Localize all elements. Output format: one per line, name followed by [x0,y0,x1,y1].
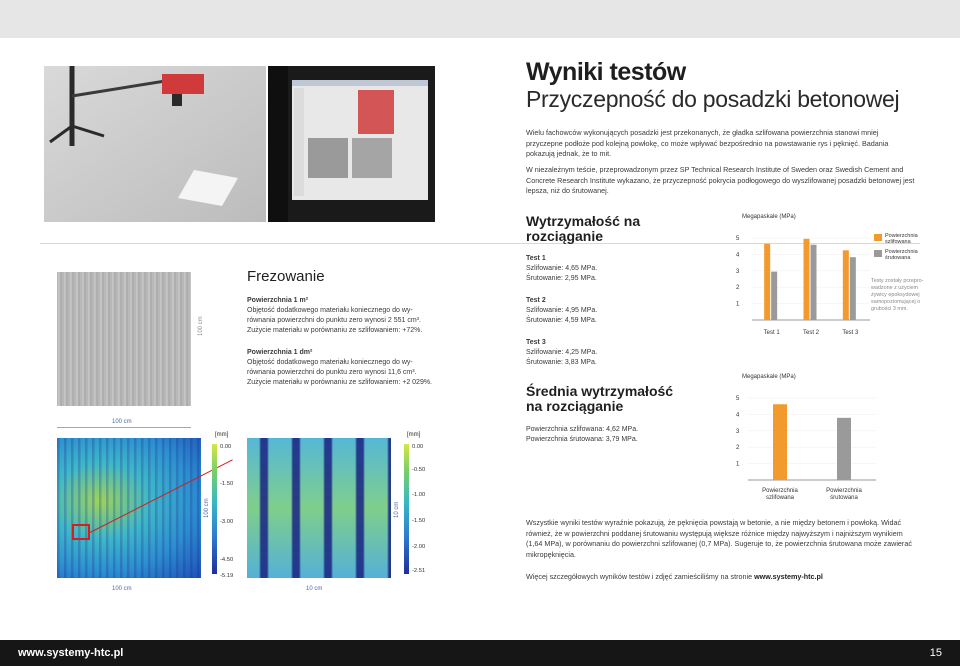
heightmap-1-horizontal-label: 100 cm [112,586,132,592]
milling-block-1 [247,296,487,336]
test-1-blasted: Śrutowanie: 2,95 MPa. [526,275,597,282]
milling-block-1-line-2: równania powierzchni do punktu zero wynosi 2 551 cm³. [247,317,421,324]
more-info-line [526,572,926,583]
scale-1-ticks [220,440,250,580]
chart-1-bar [850,257,856,320]
tensile-heading-line-1: Wytrzymałość na [526,213,641,229]
milling-block-2 [247,348,487,388]
tensile-strength-chart [724,208,924,342]
more-info-link[interactable]: www.systemy-htc.pl [754,572,823,581]
scanner-illustration [44,66,266,222]
chart-note: Testy zostały przepro-wadzone z użyciem żywicy epoksydowej samopoziomującej o grubości 3 mm. [871,278,924,312]
intro-paragraph-1: Wielu fachowców wykonujących posadzki jest przekonanych, że gładka szlifowana powierzchnia stanowi mniej przyczepne podłoże pod kolejną powłokę, co może wpływać bezpośrednio na powstawanie rys i pęknięć. Badania pokazują jednak, że to mit. [526,128,889,158]
more-info-text: Więcej szczegółowych wyników testów i zdjęć zamieściliśmy na stronie [526,572,755,581]
chart-1-bar [771,272,777,320]
scale-2-tick-4: -2.00 [412,544,426,550]
computer-screen-photo [268,66,435,222]
scale-1-tick-0: 0.00 [220,444,232,450]
scale-1-tick-2: -3.00 [220,519,234,525]
concrete-surface-image [57,272,191,406]
summary-paragraph: Wszystkie wyniki testów wyraźnie pokazują, że pęknięcia powstają w betonie, a nie między betonem i powłoką. Widać również, że w powierzchni poddanej śrutowaniu występują większe różnice między najwyższym i najniższym wynikiem (1,64 MPa), w porównaniu do powierzchni szlifowanej (0,7 MPa). Sugeruje to, że powierzchnia śrutowana może zawierać mikropęknięcia. [526,518,912,559]
chart-2-y-tick: 1 [736,461,740,468]
chart-1-y-tick: 1 [736,301,740,308]
tensile-heading [526,214,640,244]
chart-1-x-tick: Test 3 [842,330,859,336]
heightmap-1m2 [57,438,201,578]
heightmap-1-vertical-label: 100 cm [204,498,210,518]
page-number: 15 [929,647,942,659]
scale-1-tick-1: -1.50 [220,481,234,487]
chart-1-bar [764,244,770,320]
chart-1-x-tick: Test 2 [802,330,820,336]
chart-2-x-tick: śrutowana [830,495,858,501]
test-2-blasted: Śrutowanie: 4,59 MPa. [526,317,597,324]
test-2-title: Test 2 [526,297,546,304]
chart-1-y-tick: 4 [736,252,740,259]
test-3-blasted: Śrutowanie: 3,83 MPa. [526,359,597,366]
heightmap-2-horizontal-label: 10 cm [306,586,323,592]
scale-2-tick-0: 0.00 [412,444,424,450]
scale-2-ticks [412,440,442,580]
average-strength-chart [724,368,894,508]
heightmap-zoom-marker [72,524,90,540]
heightmap-1dm2 [247,438,391,578]
footer-bar [0,640,960,666]
average-heading-line-1: Średnia wytrzymałość [526,383,674,399]
chart-2-y-tick: 5 [736,396,740,402]
chart-1-legend-swatch [874,234,882,241]
page-subtitle: Przyczepność do posadzki betonowej [526,86,900,112]
milling-block-1-title: Powierzchnia 1 m² [247,297,309,304]
average-heading [526,384,673,414]
chart-1-legend-swatch [874,250,882,257]
laser-scanner-photo [44,66,266,222]
top-band [0,0,960,38]
milling-heading: Frezowanie [247,268,325,285]
chart-1-legend-label: szlifowana [885,239,911,245]
chart-1-bar [843,250,849,320]
scale-bar-1 [212,444,217,574]
chart-2-x-tick: Powierzchnia [762,488,798,494]
average-heading-line-2: na rozciąganie [526,398,624,414]
dimension-label-100cm-vertical: 100 cm [198,316,204,336]
milling-block-2-line-1: Objętość dodatkowego materiału koniecznego do wy- [247,359,413,366]
test-2-block [526,296,597,326]
chart-2-y-tick: 4 [736,412,740,419]
test-3-block [526,338,597,368]
dimension-line-top [57,427,191,428]
scale-1-unit: [mm] [215,432,229,438]
test-3-ground: Szlifowanie: 4,25 MPa. [526,349,598,356]
chart-2-x-tick: szlifowana [765,495,795,501]
scale-2-unit: [mm] [407,432,421,438]
chart-1-y-tick: 3 [736,268,740,275]
tensile-heading-line-2: rozciąganie [526,228,604,244]
chart-1-y-tick: 2 [736,285,740,292]
chart-1-y-tick: 5 [736,236,740,242]
dimension-label-100cm-horizontal: 100 cm [112,419,132,425]
chart-2-bar [773,404,787,480]
scale-1-tick-3: -4.50 [220,557,234,563]
scale-bar-2 [404,444,409,574]
test-3-title: Test 3 [526,339,546,346]
footer-url[interactable]: www.systemy-htc.pl [18,647,124,659]
chart-2-y-tick: 2 [736,445,740,452]
chart-1-legend-label: śrutowana [885,255,911,261]
chart-1-title: Megapaskale (MPa) [742,214,796,220]
test-2-ground: Szlifowanie: 4,95 MPa. [526,307,598,314]
scale-1-tick-4: -5.19 [220,573,234,579]
average-values [526,425,638,445]
average-ground: Powierzchnia szlifowana: 4,62 MPa. [526,426,639,433]
scale-2-tick-1: -0.50 [412,467,426,473]
milling-block-2-line-3: Zużycie materiału w porównaniu ze szlifowaniem: +2 029%. [247,379,433,386]
milling-block-1-line-3: Zużycie materiału w porównaniu ze szlifowaniem: +72%. [247,327,423,334]
milling-block-1-line-1: Objętość dodatkowego materiału koniecznego do wy- [247,307,413,314]
scale-2-tick-2: -1.00 [412,492,426,498]
milling-block-2-line-2: równania powierzchni do punktu zero wynosi 11,6 cm³. [247,369,417,376]
heightmap-2-vertical-label: 10 cm [394,501,400,518]
chart-2-title: Megapaskale (MPa) [742,374,796,380]
intro-paragraph-2: W niezależnym teście, przeprowadzonym przez SP Technical Research Institute of Sweden oraz Swedish Cement and Concrete Research Institute wykazano, że przyczepność pokrycia podłogowego do wyszlifowanej posadzki betonowej jest lepsza, niż do śrutowanej. [526,165,915,195]
chart-1-bar [804,239,810,320]
milling-block-2-title: Powierzchnia 1 dm² [247,349,313,356]
chart-1-legend-label: Powierzchnia [885,233,918,239]
chart-2-x-tick: Powierzchnia [826,488,862,494]
test-1-title: Test 1 [526,255,546,262]
scale-2-tick-3: -1.50 [412,518,426,524]
average-blasted: Powierzchnia śrutowana: 3,79 MPa. [526,436,638,443]
chart-2-bar [837,418,851,480]
test-1-ground: Szlifowanie: 4,65 MPa. [526,265,598,272]
scale-2-tick-5: -2.51 [412,568,426,574]
chart-1-legend-label: Powierzchnia [885,249,918,255]
screen-illustration [268,66,435,222]
chart-2-y-tick: 3 [736,428,740,435]
page-title: Wyniki testów [526,58,686,86]
chart-1-bar [811,245,817,320]
chart-1-x-tick: Test 1 [763,330,780,336]
test-1-block [526,254,597,284]
